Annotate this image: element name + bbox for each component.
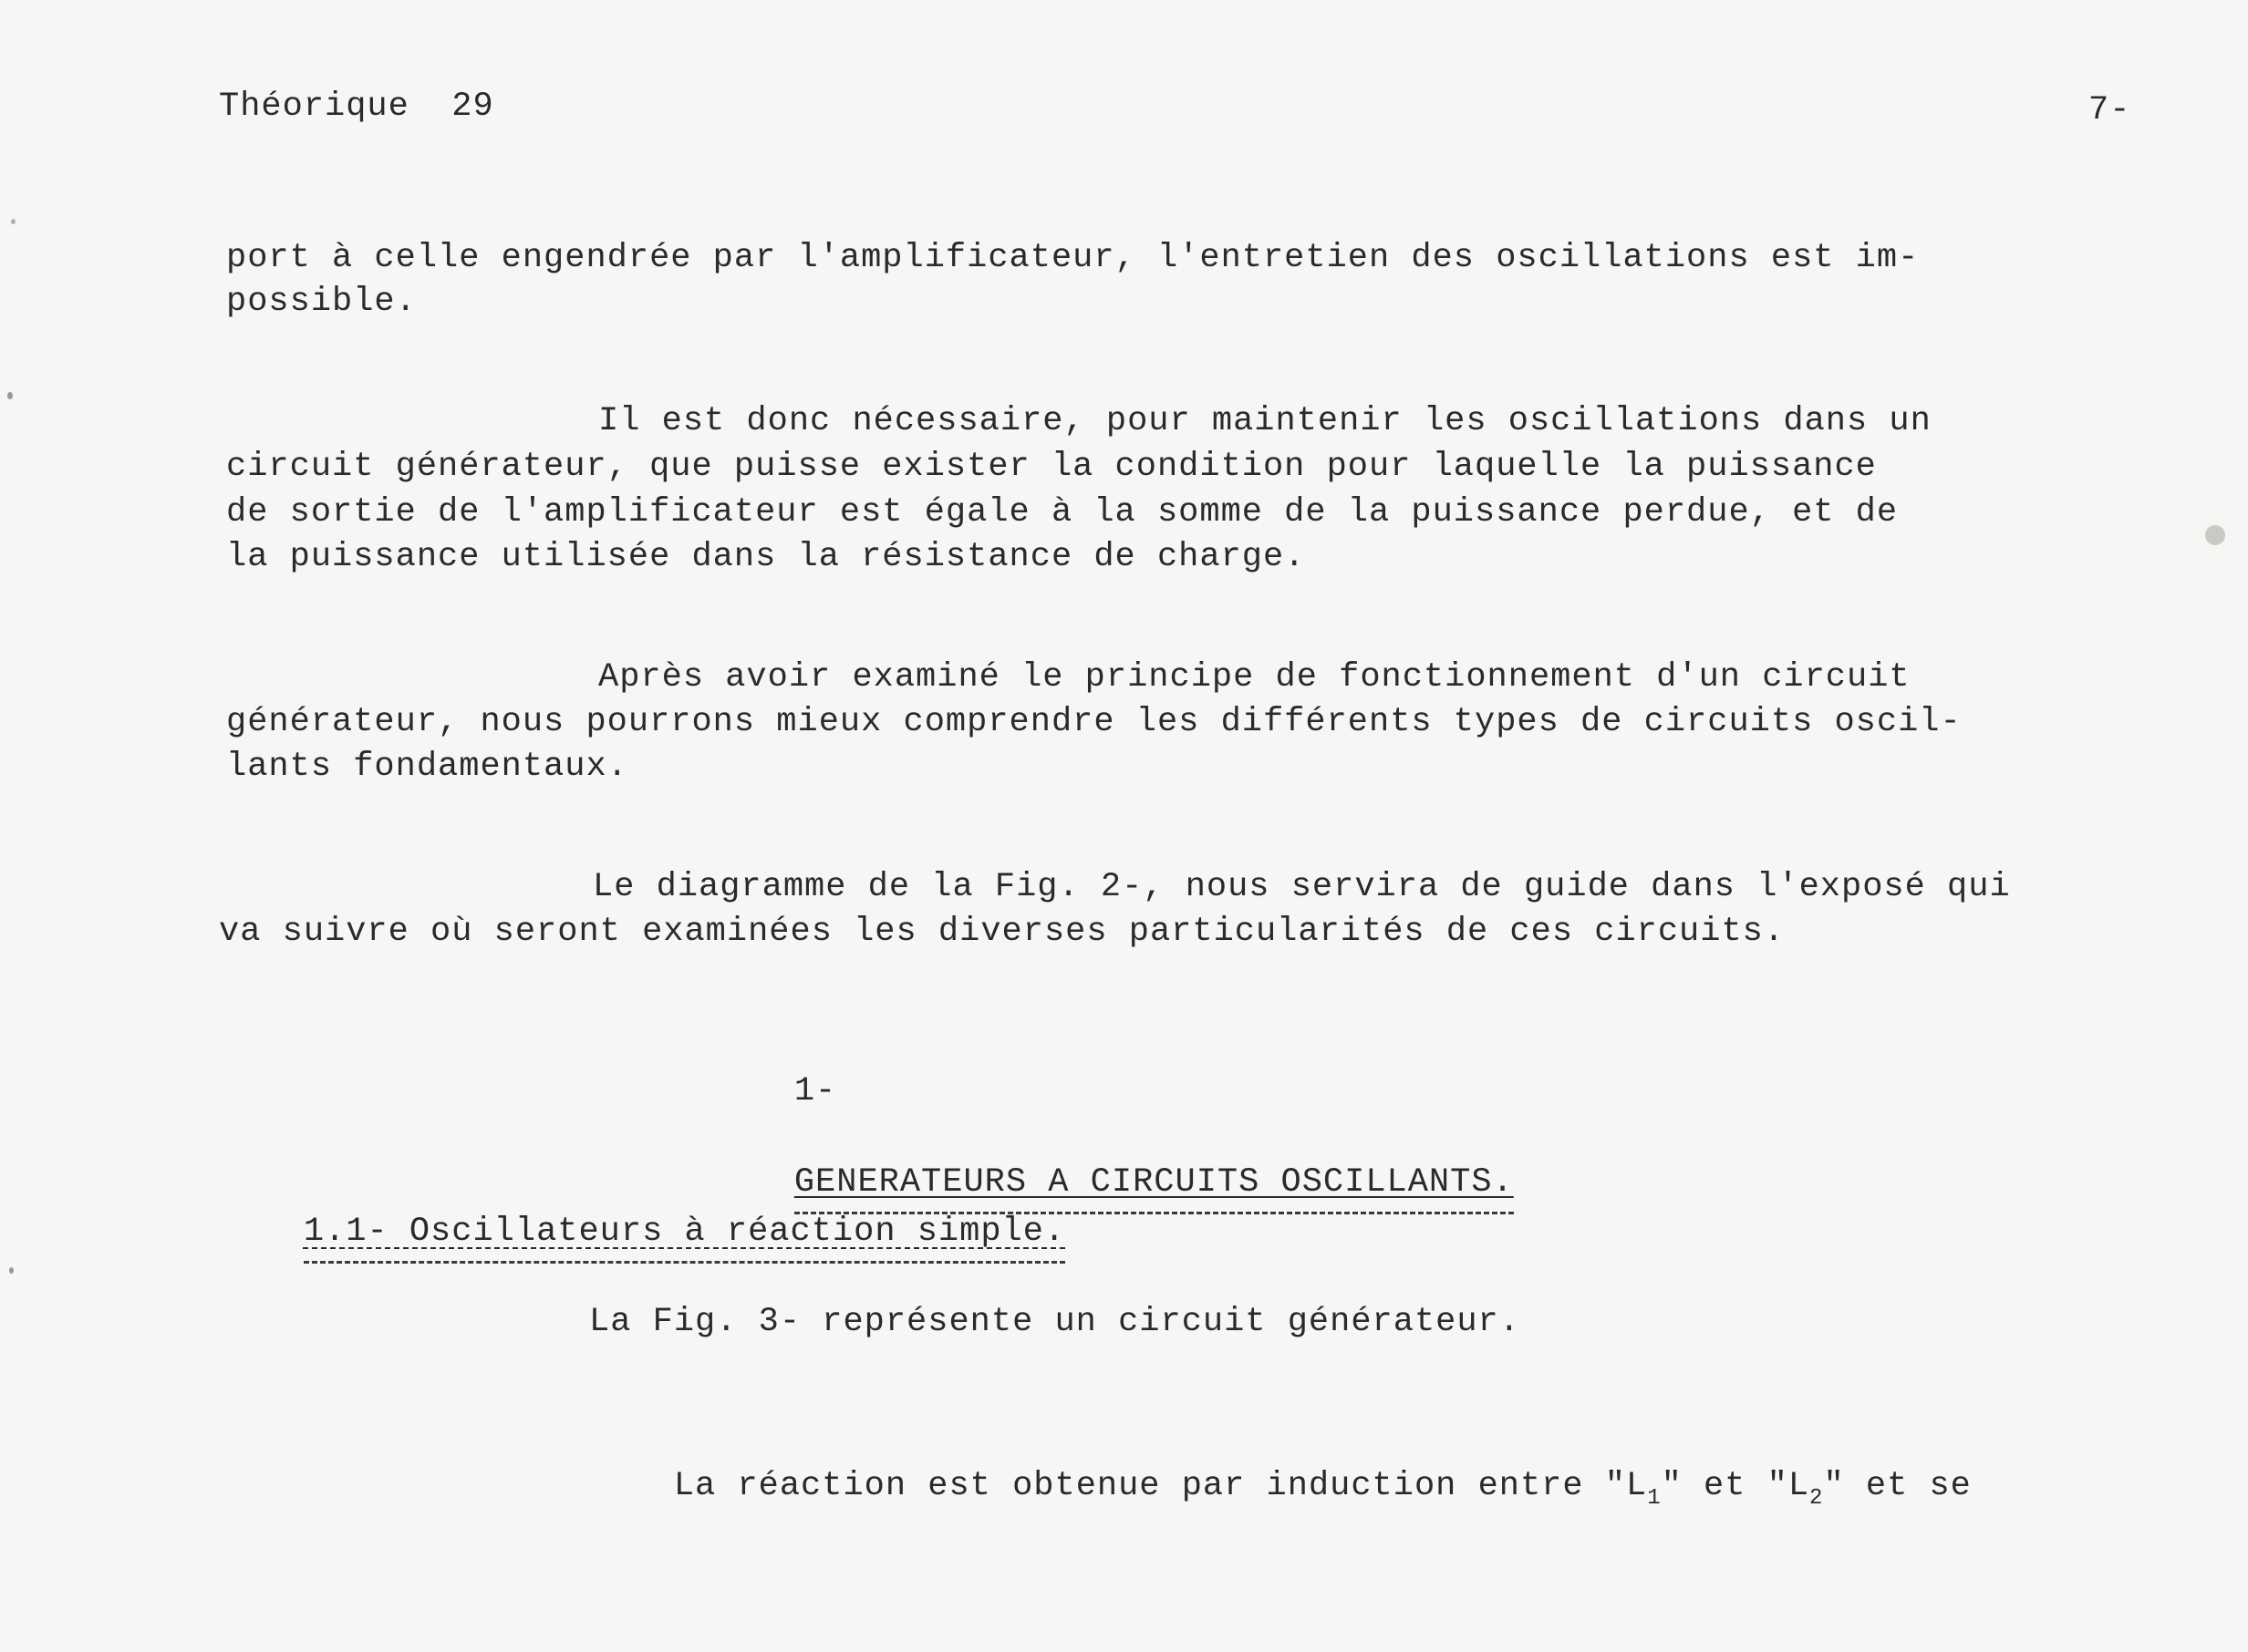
paragraph-line: la puissance utilisée dans la résistance de charge. — [226, 538, 1306, 576]
paragraph-line: Il est donc nécessaire, pour maintenir les oscillations dans un — [598, 402, 1932, 440]
scan-speck — [2205, 525, 2225, 545]
text-segment: " et "L — [1661, 1467, 1810, 1505]
text-segment: La réaction est obtenue par induction entre "L — [673, 1467, 1648, 1505]
subscript: 1 — [1647, 1486, 1662, 1511]
scan-speck — [9, 1267, 14, 1274]
paragraph-line: générateur, nous pourrons mieux comprendre les différents types de circuits oscil- — [226, 703, 1962, 741]
scan-speck — [11, 219, 16, 224]
section-title: GENERATEURS A CIRCUITS OSCILLANTS. — [794, 1160, 1514, 1205]
paragraph-line: Après avoir examiné le principe de fonctionnement d'un circuit — [598, 658, 1911, 697]
paragraph-line: va suivre où seront examinées les diverses particularités de ces circuits. — [219, 913, 1786, 951]
paragraph-line: de sortie de l'amplificateur est égale à la somme de la puissance perdue, et de — [226, 493, 1899, 532]
subsection-title: 1.1- Oscillateurs à réaction simple. — [304, 1209, 1065, 1254]
paragraph-line — [589, 1418, 1972, 1558]
text-segment: " et se — [1823, 1467, 1972, 1505]
page-header-left: Théorique 29 — [219, 88, 494, 126]
section-number: 1- — [793, 1072, 837, 1110]
paragraph-line: lants fondamentaux. — [226, 748, 628, 786]
paragraph-line: port à celle engendrée par l'amplificateur, l'entretien des oscillations est im- — [226, 239, 1920, 277]
paragraph-line: La Fig. 3- représente un circuit générateur. — [589, 1303, 1520, 1341]
subsection-heading — [219, 1163, 1065, 1300]
paragraph-line: possible. — [226, 283, 417, 321]
scan-speck — [7, 392, 13, 399]
paragraph-line: Le diagramme de la Fig. 2-, nous servira de guide dans l'exposé qui — [593, 868, 2011, 906]
paragraph-line: circuit générateur, que puisse exister la condition pour laquelle la puissance — [226, 448, 1877, 486]
page-number: 7- — [2088, 91, 2131, 129]
subscript: 2 — [1809, 1486, 1824, 1511]
